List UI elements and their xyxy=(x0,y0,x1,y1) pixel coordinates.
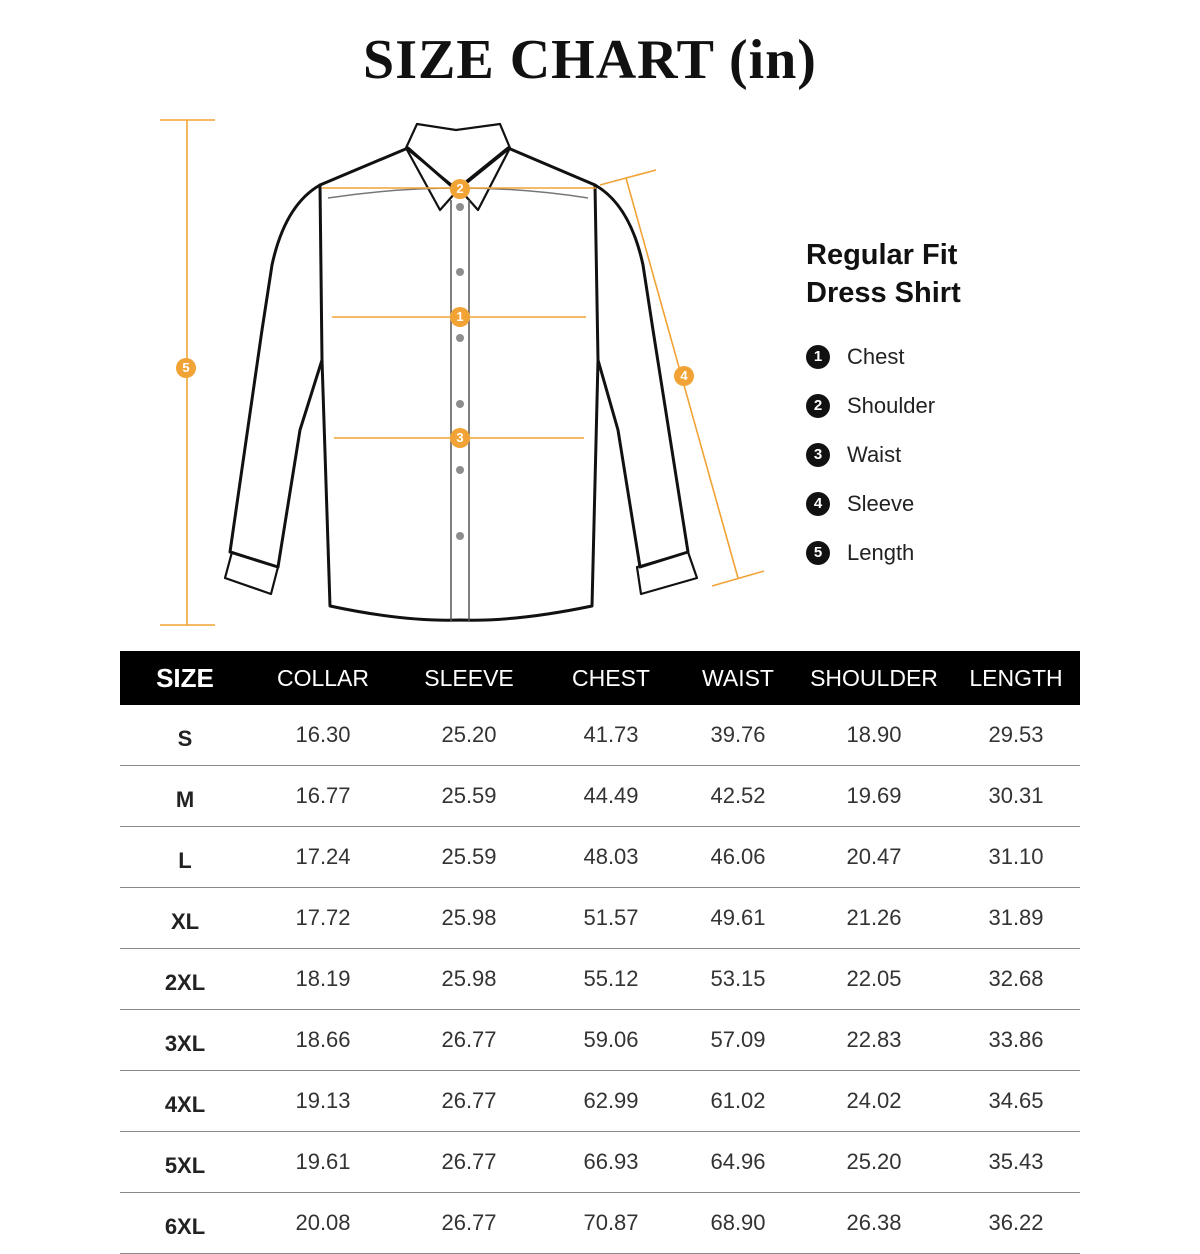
table-cell: 19.61 xyxy=(250,1132,396,1193)
table-row xyxy=(120,1071,1080,1132)
shirt-button xyxy=(456,203,464,211)
table-cell: 68.90 xyxy=(680,1193,796,1254)
table-cell: 26.38 xyxy=(796,1193,952,1254)
table-row xyxy=(120,827,1080,888)
size-cell: S xyxy=(120,705,250,766)
table-cell: 17.24 xyxy=(250,827,396,888)
table-cell: 70.87 xyxy=(542,1193,680,1254)
table-cell: 44.49 xyxy=(542,766,680,827)
table-cell: 59.06 xyxy=(542,1010,680,1071)
table-cell: 25.59 xyxy=(396,827,542,888)
table-cell: 21.26 xyxy=(796,888,952,949)
legend-list xyxy=(806,332,961,577)
table-cell: 41.73 xyxy=(542,705,680,766)
table-header-row xyxy=(120,651,1080,705)
legend-label: Chest xyxy=(847,343,905,369)
table-cell: 25.20 xyxy=(796,1132,952,1193)
sleeve-marker: 4 xyxy=(674,366,694,386)
table-cell: 22.05 xyxy=(796,949,952,1010)
left-sleeve-outline xyxy=(230,185,322,567)
table-cell: 24.02 xyxy=(796,1071,952,1132)
table-cell: 53.15 xyxy=(680,949,796,1010)
size-cell: 4XL xyxy=(120,1071,250,1132)
table-cell: 17.72 xyxy=(250,888,396,949)
number-three-icon: 3 xyxy=(806,443,830,467)
table-cell: 39.76 xyxy=(680,705,796,766)
table-cell: 31.89 xyxy=(952,888,1080,949)
legend-label: Shoulder xyxy=(847,392,936,418)
column-header: SHOULDER xyxy=(796,651,952,705)
size-cell: M xyxy=(120,766,250,827)
table-cell: 25.98 xyxy=(396,888,542,949)
table-row xyxy=(120,1132,1080,1193)
table-cell: 33.86 xyxy=(952,1010,1080,1071)
table-cell: 20.47 xyxy=(796,827,952,888)
shirt-button xyxy=(456,466,464,474)
chest-marker: 1 xyxy=(450,307,470,327)
table-cell: 19.13 xyxy=(250,1071,396,1132)
column-header: SLEEVE xyxy=(396,651,542,705)
table-row xyxy=(120,888,1080,949)
column-header: COLLAR xyxy=(250,651,396,705)
table-cell: 29.53 xyxy=(952,705,1080,766)
legend-item-waist xyxy=(806,430,961,479)
legend-item-sleeve xyxy=(806,479,961,528)
table-cell: 57.09 xyxy=(680,1010,796,1071)
measurement-legend xyxy=(806,236,961,577)
sleeve-guide-bottom-cap xyxy=(712,571,764,586)
table-cell: 16.30 xyxy=(250,705,396,766)
column-header: SIZE xyxy=(120,651,250,705)
shirt-button xyxy=(456,532,464,540)
size-cell: 6XL xyxy=(120,1193,250,1254)
collar-left-point xyxy=(406,148,456,210)
table-cell: 25.59 xyxy=(396,766,542,827)
table-cell: 20.08 xyxy=(250,1193,396,1254)
table-cell: 48.03 xyxy=(542,827,680,888)
legend-label: Sleeve xyxy=(847,490,915,516)
legend-label: Length xyxy=(847,539,915,565)
table-cell: 51.57 xyxy=(542,888,680,949)
table-cell: 25.20 xyxy=(396,705,542,766)
number-one-icon: 1 xyxy=(806,345,830,369)
legend-item-shoulder xyxy=(806,381,961,430)
fit-title-line2: Dress Shirt xyxy=(806,277,961,309)
table-cell: 64.96 xyxy=(680,1132,796,1193)
column-header: CHEST xyxy=(542,651,680,705)
shirt-button xyxy=(456,334,464,342)
legend-item-length xyxy=(806,528,961,577)
table-cell: 36.22 xyxy=(952,1193,1080,1254)
table-cell: 66.93 xyxy=(542,1132,680,1193)
number-two-icon: 2 xyxy=(806,394,830,418)
table-cell: 30.31 xyxy=(952,766,1080,827)
table-cell: 42.52 xyxy=(680,766,796,827)
size-cell: 3XL xyxy=(120,1010,250,1071)
legend-item-chest xyxy=(806,332,961,381)
table-cell: 34.65 xyxy=(952,1071,1080,1132)
size-cell: L xyxy=(120,827,250,888)
table-cell: 18.90 xyxy=(796,705,952,766)
size-cell: 5XL xyxy=(120,1132,250,1193)
waist-marker: 3 xyxy=(450,428,470,448)
length-marker: 5 xyxy=(176,358,196,378)
table-cell: 35.43 xyxy=(952,1132,1080,1193)
column-header: LENGTH xyxy=(952,651,1080,705)
number-four-icon: 4 xyxy=(806,492,830,516)
table-cell: 26.77 xyxy=(396,1071,542,1132)
left-cuff xyxy=(225,552,278,594)
size-table xyxy=(120,651,1080,1254)
table-cell: 16.77 xyxy=(250,766,396,827)
right-cuff xyxy=(637,552,697,594)
shirt-button xyxy=(456,400,464,408)
table-cell: 18.19 xyxy=(250,949,396,1010)
table-cell: 26.77 xyxy=(396,1193,542,1254)
legend-label: Waist xyxy=(847,441,902,467)
table-cell: 19.69 xyxy=(796,766,952,827)
size-cell: XL xyxy=(120,888,250,949)
table-cell: 61.02 xyxy=(680,1071,796,1132)
table-cell: 22.83 xyxy=(796,1010,952,1071)
table-cell: 31.10 xyxy=(952,827,1080,888)
size-cell: 2XL xyxy=(120,949,250,1010)
table-cell: 26.77 xyxy=(396,1010,542,1071)
table-row xyxy=(120,1193,1080,1254)
shirt-body-outline xyxy=(320,148,598,620)
fit-title-line1: Regular Fit xyxy=(806,239,958,271)
table-cell: 25.98 xyxy=(396,949,542,1010)
table-cell: 49.61 xyxy=(680,888,796,949)
table-row xyxy=(120,766,1080,827)
table-row xyxy=(120,949,1080,1010)
table-cell: 18.66 xyxy=(250,1010,396,1071)
table-row xyxy=(120,705,1080,766)
number-five-icon: 5 xyxy=(806,541,830,565)
table-cell: 62.99 xyxy=(542,1071,680,1132)
column-header: WAIST xyxy=(680,651,796,705)
shirt-button xyxy=(456,268,464,276)
page-title: SIZE CHART (in) xyxy=(363,29,817,91)
shoulder-marker: 2 xyxy=(450,179,470,199)
table-row xyxy=(120,1010,1080,1071)
table-cell: 26.77 xyxy=(396,1132,542,1193)
table-cell: 55.12 xyxy=(542,949,680,1010)
table-cell: 32.68 xyxy=(952,949,1080,1010)
table-cell: 46.06 xyxy=(680,827,796,888)
